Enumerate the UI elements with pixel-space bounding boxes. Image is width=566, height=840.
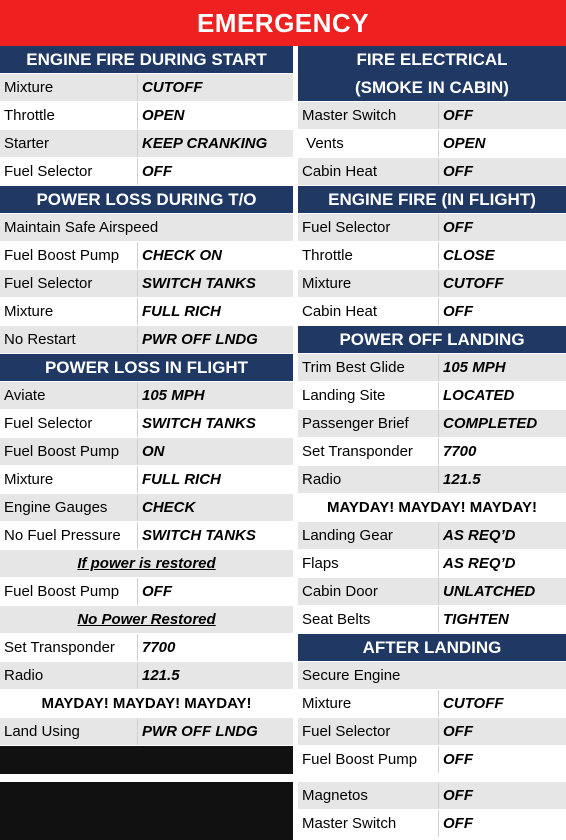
- item-action: OPEN: [443, 135, 486, 152]
- checklist-row: [298, 354, 566, 382]
- checklist-row: [0, 494, 293, 522]
- item-label: Passenger Brief: [298, 410, 439, 437]
- item-label: Landing Gear: [298, 522, 439, 549]
- item-label: Fuel Selector: [298, 214, 439, 241]
- item-label: Mixture: [0, 74, 138, 101]
- item-label: Seat Belts: [298, 606, 439, 633]
- item-label: Fuel Boost Pump: [0, 242, 138, 269]
- checklist-row: [0, 130, 293, 158]
- checklist-row: [298, 158, 566, 186]
- item-label: Radio: [298, 466, 439, 493]
- checklist-row: [298, 466, 566, 494]
- item-action: SWITCH TANKS: [142, 415, 256, 432]
- checklist-row: [0, 242, 293, 270]
- item-action: OPEN: [142, 107, 185, 124]
- checklist-row: [0, 578, 293, 606]
- divider: [298, 774, 566, 782]
- item-label: Mixture: [0, 466, 138, 493]
- item-label: Set Transponder: [298, 438, 439, 465]
- item-label: Master Switch: [298, 102, 439, 129]
- header-line: (SMOKE IN CABIN): [355, 77, 509, 97]
- checklist-row: [0, 410, 293, 438]
- checklist-row: [298, 578, 566, 606]
- item-label: Cabin Heat: [298, 158, 439, 185]
- item-label: Radio: [0, 662, 138, 689]
- item-action: OFF: [443, 219, 473, 236]
- item-label: Master Switch: [298, 810, 439, 837]
- item-action: 7700: [443, 443, 477, 460]
- checklist-row: [298, 382, 566, 410]
- checklist-row: [0, 158, 293, 186]
- checklist-row: [298, 782, 566, 810]
- item-action: OFF: [443, 787, 473, 804]
- item-action: ON: [142, 443, 165, 460]
- item-label: Throttle: [0, 102, 138, 129]
- item-action: FULL RICH: [142, 303, 221, 320]
- checklist-row: [0, 214, 293, 242]
- item-action: SWITCH TANKS: [142, 275, 256, 292]
- note-power-restored: If power is restored: [0, 550, 293, 578]
- checklist-row: [0, 270, 293, 298]
- item-action: TIGHTEN: [443, 611, 509, 628]
- header-line: FIRE ELECTRICAL: [356, 49, 508, 69]
- checklist-row: [298, 746, 566, 774]
- black-fill-block: [0, 746, 293, 774]
- checklist-row: [298, 522, 566, 550]
- section-header-engine-fire-start: ENGINE FIRE DURING START: [0, 46, 293, 74]
- item-label: Flaps: [298, 550, 439, 577]
- item-action: AS REQ’D: [443, 527, 516, 544]
- checklist-row: [298, 810, 566, 838]
- item-label: Vents: [298, 130, 439, 157]
- checklist-row: [298, 606, 566, 634]
- item-action: PWR OFF LNDG: [142, 723, 258, 740]
- item-action: PWR OFF LNDG: [142, 331, 258, 348]
- checklist-row: [298, 298, 566, 326]
- item-action: OFF: [443, 107, 473, 124]
- item-action: CLOSE: [443, 247, 495, 264]
- checklist-row: [298, 214, 566, 242]
- checklist-row: [0, 438, 293, 466]
- section-header-after-landing: AFTER LANDING: [298, 634, 566, 662]
- item-action: LOCATED: [443, 387, 515, 404]
- right-column: [298, 46, 566, 840]
- item-label: Landing Site: [298, 382, 439, 409]
- checklist-row: [0, 522, 293, 550]
- checklist-row: [0, 634, 293, 662]
- checklist-row: [0, 102, 293, 130]
- item-action: 105 MPH: [443, 359, 506, 376]
- item-label: Fuel Boost Pump: [298, 746, 439, 773]
- page-title: EMERGENCY: [0, 0, 566, 46]
- item-action: UNLATCHED: [443, 583, 536, 600]
- item-action: OFF: [443, 815, 473, 832]
- item-action: CUTOFF: [142, 79, 203, 96]
- item-label: Mixture: [298, 690, 439, 717]
- checklist-row: [298, 102, 566, 130]
- item-label: Magnetos: [298, 782, 439, 809]
- item-label: Starter: [0, 130, 138, 157]
- checklist-row: [298, 438, 566, 466]
- item-action: OFF: [443, 163, 473, 180]
- item-action: AS REQ’D: [443, 555, 516, 572]
- item-label: Aviate: [0, 382, 138, 409]
- item-action: OFF: [142, 583, 172, 600]
- checklist-row: [0, 298, 293, 326]
- item-label: Cabin Heat: [298, 298, 439, 325]
- item-action: OFF: [142, 163, 172, 180]
- section-header-fire-electrical: [298, 46, 566, 102]
- checklist-row: [298, 690, 566, 718]
- item-action: OFF: [443, 723, 473, 740]
- item-label: Fuel Boost Pump: [0, 578, 138, 605]
- checklist-row: [0, 326, 293, 354]
- mayday-callout: MAYDAY! MAYDAY! MAYDAY!: [0, 690, 293, 718]
- section-header-power-off-landing: POWER OFF LANDING: [298, 326, 566, 354]
- item-label: Engine Gauges: [0, 494, 138, 521]
- item-label: Fuel Selector: [0, 158, 138, 185]
- mayday-callout: MAYDAY! MAYDAY! MAYDAY!: [298, 494, 566, 522]
- item-label: Secure Engine: [302, 667, 401, 684]
- checklist-row: [298, 130, 566, 158]
- checklist-row: [298, 550, 566, 578]
- item-label: Fuel Selector: [0, 410, 138, 437]
- item-action: OFF: [443, 303, 473, 320]
- item-label: Maintain Safe Airspeed: [4, 219, 159, 236]
- item-label: Cabin Door: [298, 578, 439, 605]
- item-action: OFF: [443, 751, 473, 768]
- left-column: [0, 46, 293, 746]
- checklist-row: [298, 662, 566, 690]
- checklist-row: [298, 242, 566, 270]
- item-label: Trim Best Glide: [298, 354, 439, 381]
- item-label: Throttle: [298, 242, 439, 269]
- checklist-row: [0, 718, 293, 746]
- item-action: CUTOFF: [443, 275, 504, 292]
- item-action: SWITCH TANKS: [142, 527, 256, 544]
- item-label: Set Transponder: [0, 634, 138, 661]
- item-label: Fuel Boost Pump: [0, 438, 138, 465]
- checklist-row: [0, 382, 293, 410]
- item-action: FULL RICH: [142, 471, 221, 488]
- item-action: CHECK: [142, 499, 196, 516]
- divider: [0, 774, 298, 782]
- item-label: Mixture: [298, 270, 439, 297]
- checklist-row: [298, 718, 566, 746]
- checklist-row: [0, 662, 293, 690]
- note-no-power-restored: No Power Restored: [0, 606, 293, 634]
- section-header-power-loss-flight: POWER LOSS IN FLIGHT: [0, 354, 293, 382]
- item-action: CUTOFF: [443, 695, 504, 712]
- checklist-row: [298, 410, 566, 438]
- black-fill-block: [0, 782, 293, 840]
- checklist-row: [298, 270, 566, 298]
- item-action: 105 MPH: [142, 387, 205, 404]
- item-action: 121.5: [142, 667, 180, 684]
- item-label: Mixture: [0, 298, 138, 325]
- item-label: Fuel Selector: [298, 718, 439, 745]
- checklist-row: [0, 74, 293, 102]
- item-label: No Restart: [0, 326, 138, 353]
- section-header-power-loss-to: POWER LOSS DURING T/O: [0, 186, 293, 214]
- item-action: 121.5: [443, 471, 481, 488]
- item-label: Land Using: [0, 718, 138, 745]
- item-action: COMPLETED: [443, 415, 538, 432]
- item-action: CHECK ON: [142, 247, 223, 264]
- item-action: 7700: [142, 639, 176, 656]
- item-label: No Fuel Pressure: [0, 522, 138, 549]
- item-action: KEEP CRANKING: [142, 135, 268, 152]
- checklist-row: [0, 466, 293, 494]
- item-label: Fuel Selector: [0, 270, 138, 297]
- section-header-engine-fire-flight: ENGINE FIRE (IN FLIGHT): [298, 186, 566, 214]
